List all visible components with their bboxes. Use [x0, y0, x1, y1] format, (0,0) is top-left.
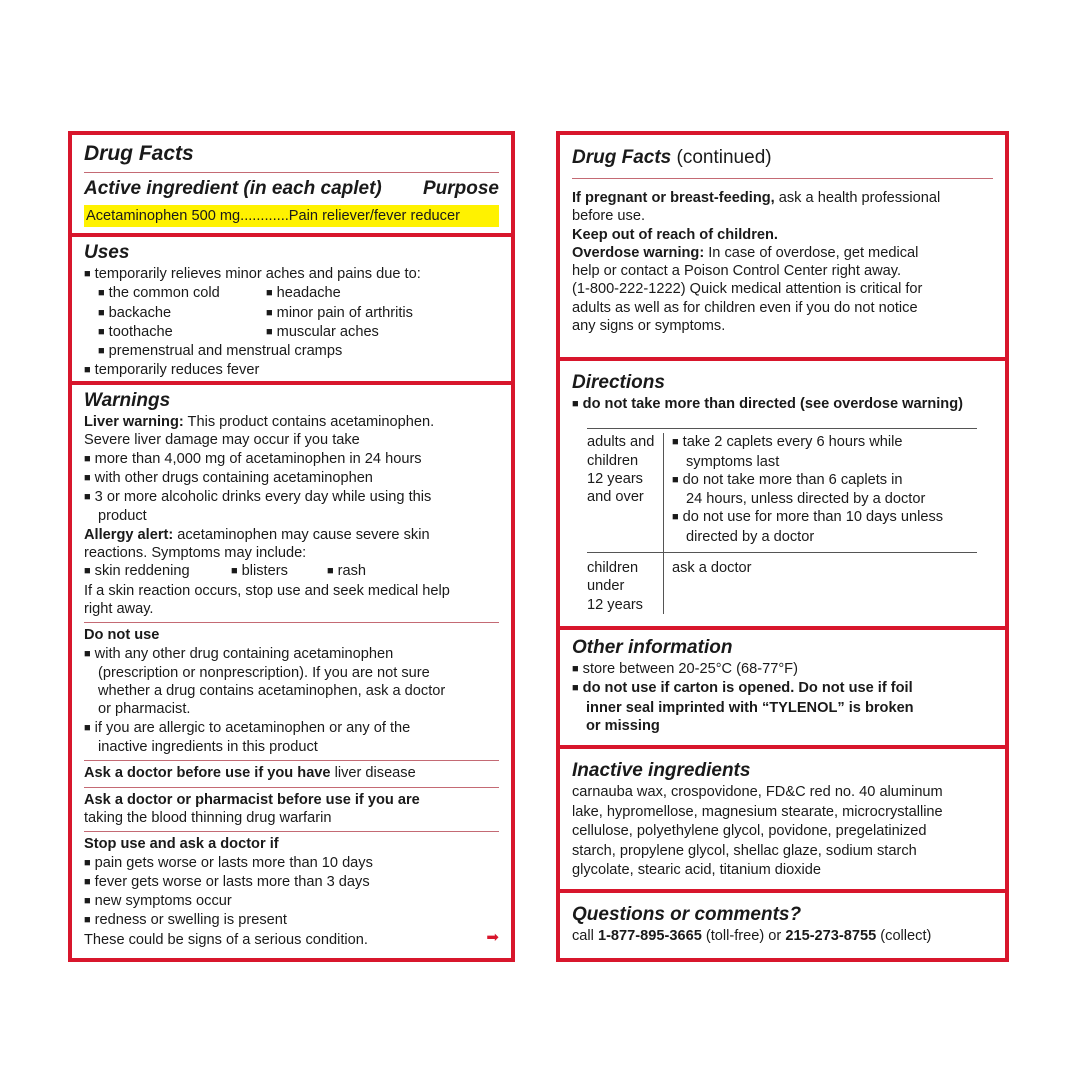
dose-item-cont: 24 hours, unless directed by a doctor	[686, 491, 926, 508]
symptom-item: ■ blisters	[231, 562, 327, 581]
dose-item-cont: symptoms last	[686, 453, 780, 470]
overdose-text: any signs or symptoms.	[572, 318, 726, 335]
other-information-section	[560, 636, 1005, 744]
use-item-fever: ■ temporarily reduces fever	[84, 361, 499, 380]
inactive-ingredients-title: Inactive ingredients	[572, 760, 751, 781]
do-not-use-item-cont: whether a drug contains acetaminophen, ask a doctor	[98, 683, 446, 700]
do-not-use-item-cont: or pharmacist.	[98, 701, 191, 718]
tollfree-label: (toll-free) or	[701, 928, 786, 944]
directions-section	[560, 371, 1005, 625]
age-group: and over	[587, 489, 644, 506]
warnings-title: Warnings	[84, 390, 171, 411]
overdose-text: adults as well as for children even if you do not notice	[572, 299, 918, 316]
phone-collect: 215-273-8755	[785, 928, 877, 944]
age-group: children	[587, 560, 639, 577]
stop-use-title: Stop use and ask a doctor if	[84, 836, 279, 853]
keep-out-of-reach: Keep out of reach of children.	[572, 226, 778, 243]
directions-note: ■ do not take more than directed (see overdose warning)	[572, 395, 993, 414]
stop-use-item: ■ redness or swelling is present	[84, 911, 499, 930]
ask-doctor-text: liver disease	[330, 765, 416, 782]
liver-warning-label: Liver warning:	[84, 414, 184, 430]
do-not-use-item-cont: inactive ingredients in this product	[98, 739, 318, 756]
use-item: ■ backache	[98, 304, 266, 323]
use-item: ■ the common cold	[98, 284, 266, 303]
continued-section	[560, 145, 1005, 357]
overdose-label: Overdose warning:	[572, 244, 705, 261]
liver-item: ■ more than 4,000 mg of acetaminophen in 24 hours	[84, 450, 499, 469]
ask-doctor-label: Ask a doctor before use if you have	[84, 765, 331, 782]
other-information-title: Other information	[572, 637, 733, 658]
directions-title: Directions	[572, 372, 665, 393]
liver-item-cont: product	[98, 508, 147, 525]
do-not-use-item-cont: (prescription or nonprescription). If you are not sure	[98, 664, 430, 681]
table-row	[587, 433, 977, 552]
ask-pharmacist-text: taking the blood thinning drug warfarin	[84, 809, 332, 826]
inactive-ingredients-text: lake, hypromellose, magnesium stearate, microcrystalline	[572, 803, 943, 820]
inactive-ingredients-text: cellulose, polyethylene glycol, povidone, pregelatinized	[572, 823, 927, 840]
do-not-use-item: ■ with any other drug containing acetaminophen	[84, 645, 499, 664]
inactive-ingredients-section	[560, 759, 1005, 887]
uses-intro: ■ temporarily relieves minor aches and pains due to:	[84, 265, 499, 284]
questions-title: Questions or comments?	[572, 904, 802, 925]
directions-table	[587, 433, 977, 614]
overdose-text: (1-800-222-1222) Quick medical attention is critical for	[572, 281, 923, 298]
drug-facts-title: Drug Facts	[84, 142, 194, 165]
pregnant-text: before use.	[572, 208, 646, 225]
age-group: 12 years	[587, 470, 643, 487]
liver-item: ■ 3 or more alcoholic drinks every day while using this	[84, 488, 499, 507]
other-info-item-cont: inner seal imprinted with “TYLENOL” is broken	[586, 699, 914, 716]
use-item: ■ minor pain of arthritis	[266, 304, 413, 323]
stop-use-item: ■ fever gets worse or lasts more than 3 days	[84, 873, 499, 892]
other-info-item: ■ do not use if carton is opened. Do not use if foil	[572, 679, 993, 698]
dose-item: ■ do not use for more than 10 days unless	[672, 508, 977, 527]
warnings-section	[72, 389, 511, 961]
phone-tollfree: 1-877-895-3665	[597, 928, 702, 944]
symptom-item: ■ rash	[327, 562, 366, 581]
liver-warning-text: Severe liver damage may occur if you take	[84, 432, 360, 449]
pregnant-label: If pregnant or breast-feeding,	[572, 190, 775, 206]
uses-title: Uses	[84, 242, 130, 263]
dose-item: ■ do not take more than 6 caplets in	[672, 471, 977, 490]
allergy-alert-text: acetaminophen may cause severe skin	[173, 526, 430, 543]
continue-arrow-icon: ➡	[486, 929, 499, 946]
age-group: under	[587, 578, 625, 595]
call-label: call	[572, 928, 598, 944]
symptom-item: ■ skin reddening	[84, 562, 231, 581]
serious-condition-text: These could be signs of a serious condition.	[84, 931, 368, 948]
use-item: ■ premenstrual and menstrual cramps	[84, 342, 499, 361]
overdose-text: In case of overdose, get medical	[704, 244, 919, 261]
purpose-header: Purpose	[422, 178, 499, 199]
other-info-item: ■ store between 20-25°C (68-77°F)	[572, 660, 993, 679]
use-item: ■ toothache	[98, 323, 266, 342]
uses-section	[72, 241, 511, 381]
active-ingredient-line: Acetaminophen 500 mg............Pain reliever/fever reducer	[84, 205, 499, 227]
collect-label: (collect)	[876, 928, 932, 944]
overdose-text: help or contact a Poison Control Center right away.	[572, 263, 902, 280]
ask-pharmacist-label: Ask a doctor or pharmacist before use if you are	[84, 791, 420, 808]
do-not-use-title: Do not use	[84, 627, 160, 644]
age-group: adults and	[587, 434, 655, 451]
liver-item: ■ with other drugs containing acetaminophen	[84, 469, 499, 488]
inactive-ingredients-text: starch, propylene glycol, shellac glaze, sodium starch	[572, 842, 917, 859]
continued-label: (continued)	[671, 147, 772, 168]
active-ingredient-section	[72, 141, 511, 233]
skin-reaction-text: If a skin reaction occurs, stop use and seek medical help	[84, 582, 450, 599]
dose-item-cont: directed by a doctor	[686, 528, 815, 545]
drug-facts-title: Drug Facts	[572, 147, 672, 168]
age-group: 12 years	[587, 596, 643, 613]
skin-reaction-text: right away.	[84, 600, 154, 617]
pregnant-text: ask a health professional	[774, 190, 941, 206]
age-group: children	[587, 452, 639, 469]
do-not-use-item: ■ if you are allergic to acetaminophen or any of the	[84, 719, 499, 738]
questions-section	[560, 903, 1005, 959]
other-info-item-cont: or missing	[586, 717, 660, 734]
table-row	[587, 553, 977, 614]
allergy-alert-label: Allergy alert:	[84, 526, 174, 543]
child-dose: ask a doctor	[672, 560, 752, 577]
active-ingredient-header: Active ingredient (in each caplet)	[84, 178, 382, 199]
drug-facts-panel-left	[68, 131, 515, 962]
use-item: ■ headache	[266, 284, 413, 303]
inactive-ingredients-text: carnauba wax, crospovidone, FD&C red no. 40 aluminum	[572, 784, 943, 800]
allergy-alert-text: reactions. Symptoms may include:	[84, 545, 307, 562]
stop-use-item: ■ pain gets worse or lasts more than 10 days	[84, 854, 499, 873]
stop-use-item: ■ new symptoms occur	[84, 892, 499, 911]
inactive-ingredients-text: glycolate, stearic acid, titanium dioxide	[572, 862, 822, 879]
use-item: ■ muscular aches	[266, 323, 413, 342]
liver-warning-text: This product contains acetaminophen.	[183, 414, 435, 430]
drug-facts-panel-right	[556, 131, 1009, 962]
dose-item: ■ take 2 caplets every 6 hours while	[672, 433, 977, 452]
